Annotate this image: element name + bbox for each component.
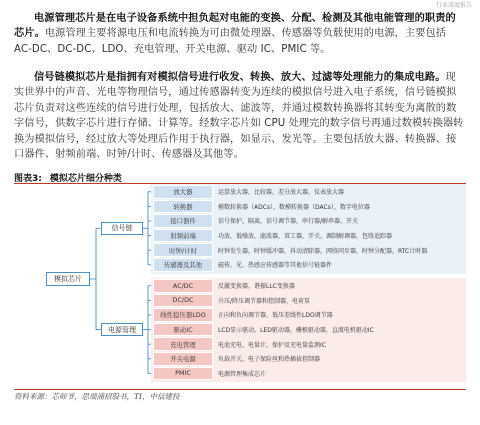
category-box: AC/DC: [153, 279, 213, 293]
figure-bottom-rule: [14, 389, 466, 390]
category-description: 功放，低噪放，滤波器，双工器，开关，调制解调器，包络追踪器: [218, 233, 393, 241]
category-box: 放大器: [153, 185, 213, 199]
category-box: 线性稳压器LDO: [153, 308, 213, 322]
figure-number: 图表3:: [14, 174, 42, 184]
category-description: 电源管理集成芯片: [218, 370, 267, 378]
category-box: 驱动IC: [153, 323, 213, 337]
branch-power-management: 电源管理: [101, 323, 143, 336]
category-description: 反激变换器，谐振LLC变换器: [218, 283, 295, 291]
category-box: DC/DC: [153, 294, 213, 308]
report-header-tag: 行业深度报告: [435, 2, 472, 9]
category-box: 接口器件: [153, 214, 213, 228]
figure-caption: 模拟芯片细分种类: [49, 174, 122, 184]
category-box: 射频前端: [153, 229, 213, 243]
paragraph-signal-bold: 信号链模拟芯片是指拥有对模拟信号进行收发、转换、放大、过滤等处理能力的集成电路。: [34, 72, 446, 83]
category-description: 负载开关，电子保险丝和热插拔控制器: [218, 356, 321, 364]
category-box: 时钟/计时: [153, 243, 213, 257]
category-box: PMIC: [153, 367, 213, 381]
paragraph-signal-rest: 现实世界中的声音、光电等物理信号，通过传感器转变为连续的模拟信号进入电子系统，信号链模拟芯片负责对这些连续的信号进行处理，包括放大、滤波等，并通过模数转换器将其转变为离散的数字信号，供数字芯片进行存储、计算等。经数字芯片如 CPU 处理完的数字信号再通过数模转换器转换为模拟信号，经过放大等处理后作用于执行器，如显示、发光等。主要包括放大器、转换器、接口器件、射频前端、时钟/计时、传感器及其他等。: [14, 72, 464, 161]
category-description: 信号保护，隔离，信号调节器，串行器/解串器，开关: [218, 218, 359, 226]
category-description: 升压/降压调节器和控制器，电荷泵: [218, 297, 311, 305]
category-description: 正向和负向调节器，低压差线性LDO调节器: [218, 312, 333, 320]
category-description: 时钟发生器，时钟缓冲器，抖动清除器，网络同步器，时钟分配器，RTC计时器: [218, 247, 428, 255]
category-box: 转换器: [153, 200, 213, 214]
category-description: 模数转换器（ADCs），数模转换器（DACs），数字电位器: [218, 203, 370, 211]
category-description: LCD显示驱动，LED驱动器，栅极驱动器，直流电机驱动IC: [218, 327, 374, 335]
category-box: 传感器及其他: [153, 258, 213, 272]
root-analog-chip: 模拟芯片: [46, 272, 90, 286]
branch-signal-chain: 信号链: [101, 222, 143, 235]
figure-source: 资料来源：芯师爷，思瑞浦招股书，TI，中信建投: [14, 392, 180, 401]
paragraph-power-bold: 电源管理芯片是在电子设备系统中担负起对电能的变换、分配、检测及其他电能管理的职责的芯片。: [14, 13, 456, 40]
paragraph-power-rest: 电源管理主要将源电压和电流转换为可由微处理器、传感器等负载使用的电源，主要包括 AC-DC、DC-DC、LDO、充电管理、开关电源、驱动 IC、PMIC 等。: [14, 28, 447, 55]
category-description: 电池充电，电量计，保护及充电量监测IC: [218, 341, 326, 349]
category-description: 磁传、光、热感应传感器等其他信号链器件: [218, 262, 333, 270]
category-box: 充电管理: [153, 337, 213, 351]
category-description: 运算放大器，比较器，差分放大器，仪表放大器: [218, 189, 345, 197]
category-box: 开关电源: [153, 352, 213, 366]
